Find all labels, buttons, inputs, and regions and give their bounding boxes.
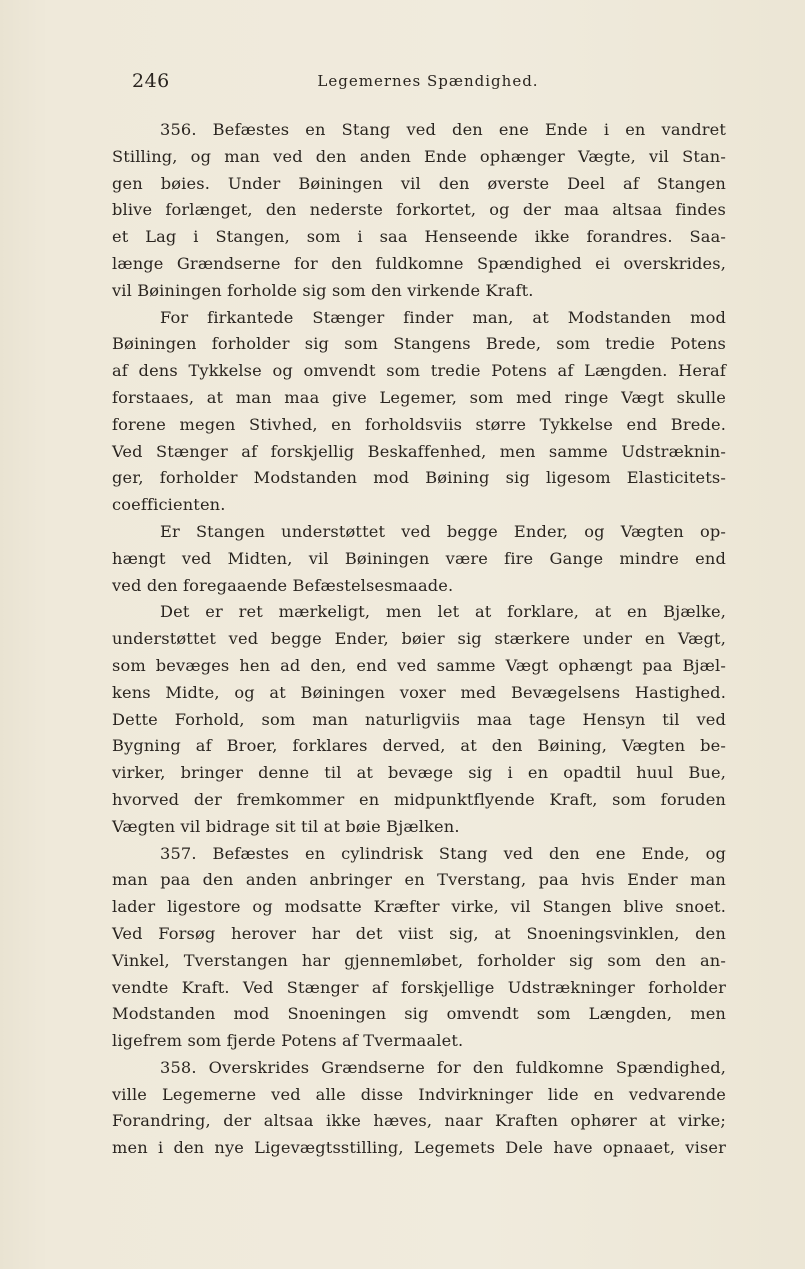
text-line: coefficienten. <box>112 495 226 515</box>
text-line: Forandring, der altsaa ikke hæves, naar Kraften ophører at virke; <box>112 1111 726 1131</box>
text-line: vil Bøiningen forholde sig som den virkende Kraft. <box>112 280 534 300</box>
text-line: et Lag i Stangen, som i saa Henseende ikke forandres. Saa- <box>112 227 726 247</box>
text-line: men i den nye Ligevægtsstilling, Legemets Dele have opnaaet, viser <box>112 1138 726 1158</box>
text-line: af dens Tykkelse og omvendt som tredie Potens af Længden. Heraf <box>112 361 726 381</box>
text-line: Bøiningen forholder sig som Stangens Brede, som tredie Potens <box>112 334 726 354</box>
text-line: ved den foregaaende Befæstelsesmaade. <box>112 575 454 595</box>
paragraph <box>112 599 726 840</box>
paragraph <box>112 117 726 305</box>
text-line: Vægten vil bidrage sit til at bøie Bjælken. <box>112 816 460 836</box>
text-line: forene megen Stivhed, en forholdsviis større Tykkelse end Brede. <box>112 414 726 434</box>
text-line: Er Stangen understøttet ved begge Ender, og Vægten op- <box>160 521 726 541</box>
text-line: hængt ved Midten, vil Bøiningen være fire Gange mindre end <box>112 548 726 568</box>
text-line: forstaaes, at man maa give Legemer, som med ringe Vægt skulle <box>112 387 726 407</box>
body-text <box>112 117 726 1162</box>
text-line: Dette Forhold, som man naturligviis maa tage Hensyn til ved <box>112 709 726 729</box>
paragraph <box>112 1055 726 1162</box>
text-line: Ved Stænger af forskjellig Beskaffenhed, men samme Udstræknin- <box>112 441 726 461</box>
text-line: blive forlænget, den nederste forkortet, og der maa altsaa findes <box>112 200 726 220</box>
page-number: 246 <box>132 70 170 92</box>
text-line: ger, forholder Modstanden mod Bøining sig ligesom Elasticitets- <box>112 468 726 488</box>
text-line: lader ligestore og modsatte Kræfter virke, vil Stangen blive snoet. <box>112 897 726 917</box>
text-line: Modstanden mod Snoeningen sig omvendt som Længden, men <box>112 1004 726 1024</box>
text-line: ligefrem som fjerde Potens af Tvermaalet. <box>112 1031 464 1051</box>
running-title: Legemernes Spændighed. <box>317 72 539 90</box>
page-header <box>132 70 724 96</box>
text-line: understøttet ved begge Ender, bøier sig stærkere under en Vægt, <box>112 629 726 649</box>
text-line: som bevæges hen ad den, end ved samme Vægt ophængt paa Bjæl- <box>112 655 726 675</box>
text-line: gen bøies. Under Bøiningen vil den øverste Deel af Stangen <box>112 173 726 193</box>
text-line: 357. Befæstes en cylindrisk Stang ved den ene Ende, og <box>160 843 726 863</box>
text-line: Bygning af Broer, forklares derved, at den Bøining, Vægten be- <box>112 736 726 756</box>
paragraph <box>112 519 726 599</box>
text-line: Stilling, og man ved den anden Ende ophænger Vægte, vil Stan- <box>112 146 726 166</box>
text-line: 358. Overskrides Grændserne for den fuldkomne Spændighed, <box>160 1057 726 1077</box>
text-line: For firkantede Stænger finder man, at Modstanden mod <box>160 307 726 327</box>
text-line: hvorved der fremkommer en midpunktflyende Kraft, som foruden <box>112 789 726 809</box>
text-line: længe Grændserne for den fuldkomne Spændighed ei overskrides, <box>112 253 726 273</box>
paragraph <box>112 841 726 1055</box>
text-line: virker, bringer denne til at bevæge sig i en opadtil huul Bue, <box>112 763 726 783</box>
text-line: kens Midte, og at Bøiningen voxer med Bevægelsens Hastighed. <box>112 682 726 702</box>
text-line: 356. Befæstes en Stang ved den ene Ende i en vandret <box>160 120 726 139</box>
paragraph <box>112 305 726 519</box>
text-line: man paa den anden anbringer en Tverstang, paa hvis Ender man <box>112 870 726 890</box>
text-line: Ved Forsøg herover har det viist sig, at Snoeningsvinklen, den <box>112 923 726 943</box>
text-line: vendte Kraft. Ved Stænger af forskjellige Udstrækninger forholder <box>112 977 726 997</box>
text-line: Vinkel, Tverstangen har gjennemløbet, forholder sig som den an- <box>112 950 726 970</box>
text-line: Det er ret mærkeligt, men let at forklare, at en Bjælke, <box>160 602 726 622</box>
text-line: ville Legemerne ved alle disse Indvirkninger lide en vedvarende <box>112 1084 726 1104</box>
